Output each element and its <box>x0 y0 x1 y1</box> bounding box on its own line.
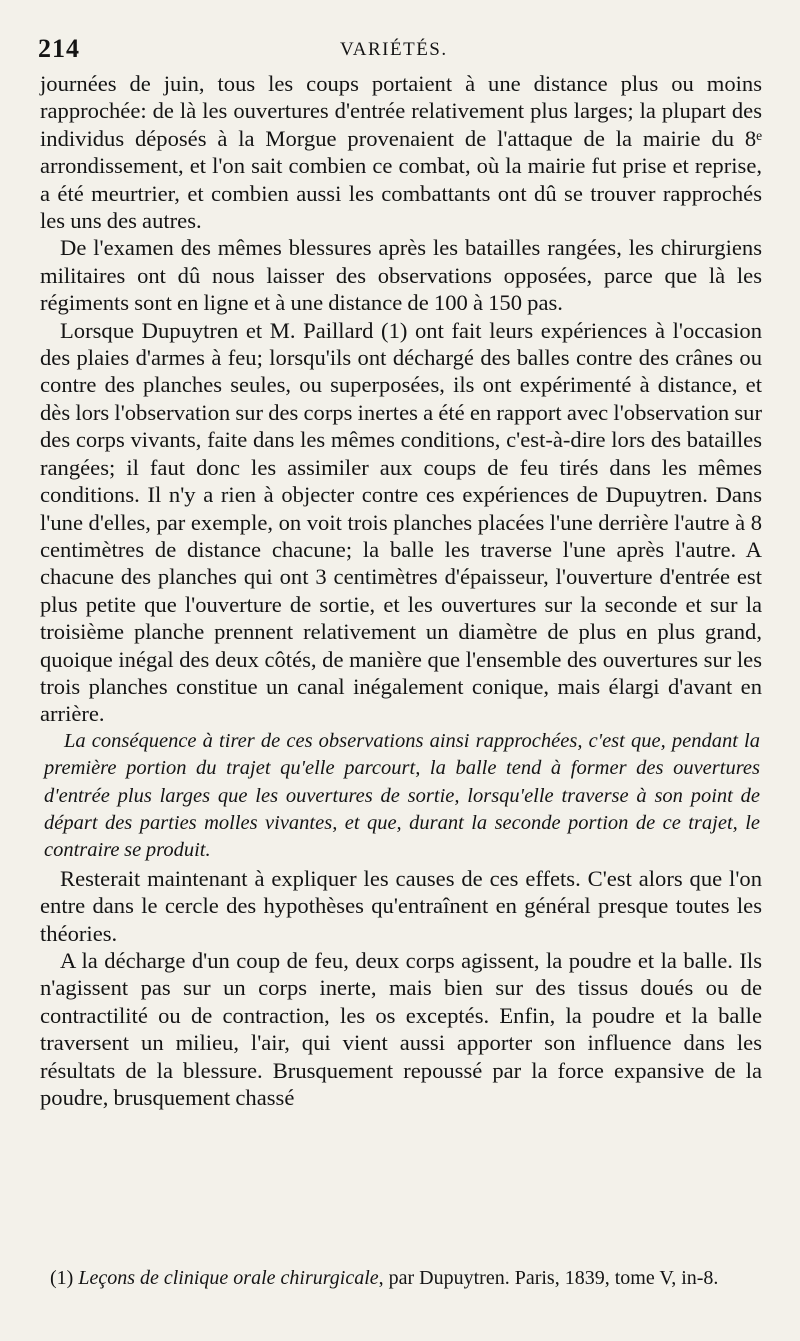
footnote-citation: , par Dupuytren. Paris, 1839, tome V, in-8. <box>378 1267 719 1289</box>
paragraph: Resterait maintenant à expliquer les causes de ces effets. C'est alors que l'on entre dans le cercle des hypothèses qu'entraînent en général presque toutes les théories. <box>40 865 762 946</box>
paragraph: Lorsque Dupuytren et M. Paillard (1) ont fait leurs expériences à l'occasion des plaies d'armes à feu; lorsqu'ils ont déchargé des balles contre des crânes ou contre des planches seules, ou superposées, ils ont expérimenté à distance, et dès lors l'observation sur des corps inertes a été en rapport avec l'observation sur des corps vivants, faite dans les mêmes conditions, c'est-à-dire lors des batailles rangées; il faut donc les assimiler aux coups de feu tirés dans les mêmes conditions. Il n'y a rien à objecter contre ces expériences de Dupuytren. Dans l'une d'elles, par exemple, on voit trois planches placées l'une derrière l'autre à 8 centimètres de distance chacune; la balle les traverse l'une après l'autre. A chacune des planches qui ont 3 centimètres d'épaisseur, l'ouverture d'entrée est plus petite que l'ouverture de sortie, et les ouvertures sur la seconde et sur la troisième planche prennent relativement un diamètre de plus en plus grand, quoique inégal des deux côtés, de manière que l'ensemble des ouvertures sur les trois planches constitue un canal inégalement conique, mais élargi d'avant en arrière. <box>40 317 762 727</box>
footnote-marker: (1) <box>50 1267 74 1289</box>
footnote <box>50 1265 770 1292</box>
paragraph: A la décharge d'un coup de feu, deux corps agissent, la poudre et la balle. Ils n'agissent pas sur un corps inerte, mais bien sur des tissus doués ou de contractilité ou de contraction, les os exceptés. Enfin, la poudre et la balle traversent un milieu, l'air, qui vient aussi apporter son influence dans les résultats de la blessure. Brusquement repoussé par la force expansive de la poudre, brusquement chassé <box>40 948 762 1111</box>
body-text <box>40 70 762 1111</box>
page-number: 214 <box>38 34 80 63</box>
paragraph: journées de juin, tous les coups portaient à une distance plus ou moins rapprochée: de là les ouvertures d'entrée relativement plus larges; la plupart des individus déposés à la Morgue provenaient de l'attaque de la mairie du 8ᵉ arrondissement, et l'on sait combien ce combat, où la mairie fut prise et reprise, a été meurtrier, et combien aussi les combattants ont dû se trouver rapprochés les uns des autres. <box>40 71 762 234</box>
running-head: VARIÉTÉS. <box>340 39 448 60</box>
page-header <box>38 34 758 68</box>
footnote-title: Leçons de clinique orale chirurgicale <box>78 1267 379 1289</box>
paragraph: De l'examen des mêmes blessures après les batailles rangées, les chirurgiens militaires ont dû nous laisser des observations opposées, parce que là les régiments sont en ligne et à une distance de 100 à 150 pas. <box>40 235 762 316</box>
italic-paragraph: La conséquence à tirer de ces observations ainsi rapprochées, c'est que, pendant la première portion du trajet qu'elle parcourt, la balle tend à former des ouvertures d'entrée plus larges que les ouvertures de sortie, lorsqu'elle traverse à son point de départ des parties molles vivantes, et que, durant la seconde portion de ce trajet, le contraire se produit. <box>44 729 760 862</box>
